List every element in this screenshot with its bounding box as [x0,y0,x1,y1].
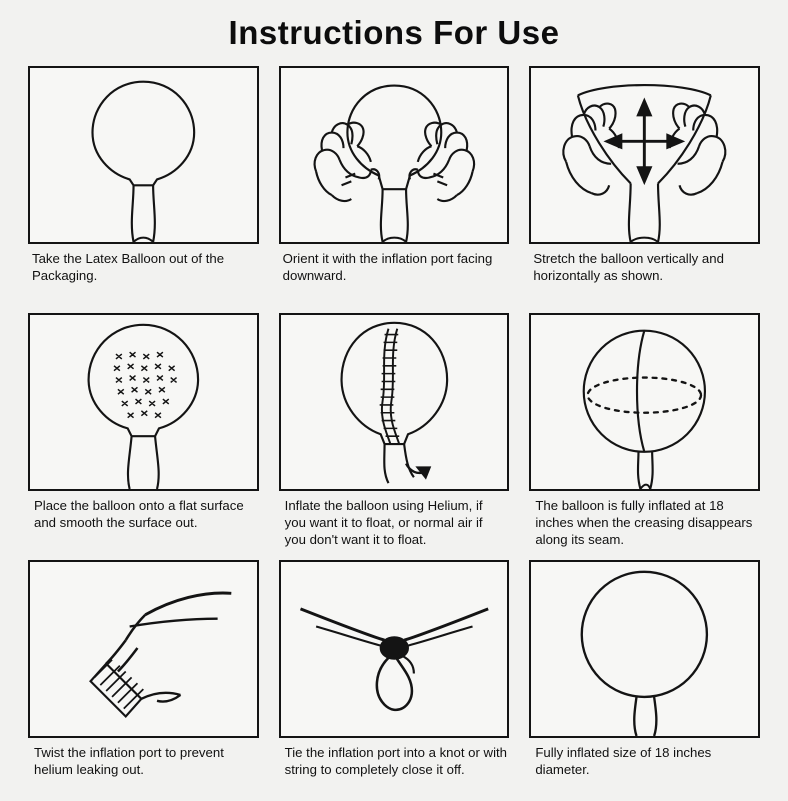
step-illustration-6 [529,313,760,491]
step-card-7 [28,560,259,801]
step-illustration-1 [28,66,259,244]
step-caption-3: Stretch the balloon vertically and horizontally as shown. [533,251,724,283]
step-caption-6: The balloon is fully inflated at 18 inches when the creasing disappears along its seam. [535,498,753,547]
step-card-6 [529,313,760,554]
step-caption-7: Twist the inflation port to prevent helium leaking out. [34,745,224,777]
step-caption-4: Place the balloon onto a flat surface and smooth the surface out. [34,498,244,530]
step-caption-8: Tie the inflation port into a knot or with string to completely close it off. [284,745,508,777]
step-illustration-7 [28,560,259,738]
step-caption-5: Inflate the balloon using Helium, if you want it to float, or normal air if you don't want it to float. [284,498,483,547]
step-card-4 [28,313,259,554]
balloon-uninflated-icon [30,68,257,242]
step-illustration-2 [279,66,510,244]
balloon-inflated-dotted-equator-icon [531,315,758,489]
hands-stretching-balloon-arrows-icon [531,68,758,242]
knotted-inflation-port-icon [281,562,508,736]
step-card-5 [279,313,510,554]
step-card-1 [28,66,259,307]
step-illustration-3 [529,66,760,244]
step-caption-1: Take the Latex Balloon out of the Packaging. [32,251,225,283]
step-caption-2: Orient it with the inflation port facing downward. [282,251,493,283]
step-card-3 [529,66,760,307]
step-card-9 [529,560,760,801]
step-illustration-9 [529,560,760,738]
balloon-inflating-seam-crease-icon [281,315,508,489]
balloon-smoothing-hatching-icon [30,315,257,489]
instruction-grid [28,66,760,801]
step-card-2 [279,66,510,307]
step-card-8 [279,560,510,801]
twisted-inflation-port-icon [30,562,257,736]
step-illustration-4 [28,313,259,491]
hands-holding-balloon-icon [281,68,508,242]
step-illustration-5 [279,313,510,491]
step-caption-9: Fully inflated size of 18 inches diameter. [535,745,712,777]
page-title: Instructions For Use [228,14,560,51]
step-illustration-8 [279,560,510,738]
balloon-fully-inflated-icon [531,562,758,736]
